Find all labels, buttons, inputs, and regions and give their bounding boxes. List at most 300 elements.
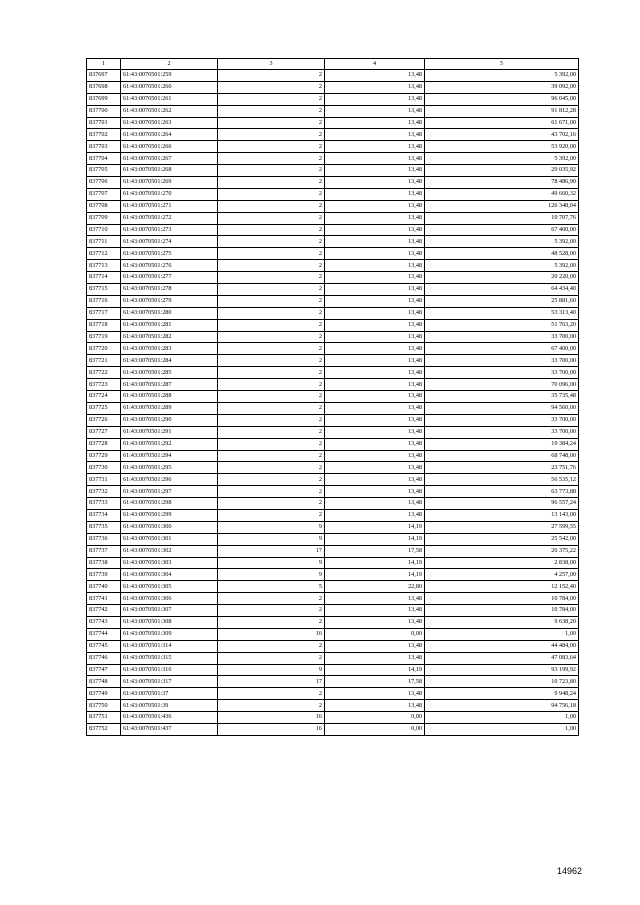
cell-specific-value: 13,48 [325,367,425,379]
cell-group-code: 2 [218,105,325,117]
cell-cadastral-number: 61:43:0070501:269 [121,177,218,189]
cell-row-number: 837744 [87,628,121,640]
cell-specific-value: 13,48 [325,462,425,474]
cell-row-number: 837710 [87,224,121,236]
cell-row-number: 837741 [87,593,121,605]
cell-cadastral-number: 61:43:0070501:308 [121,616,218,628]
table-row [87,117,579,129]
cell-group-code: 2 [218,307,325,319]
cell-group-code: 2 [218,379,325,391]
cell-specific-value: 13,48 [325,236,425,248]
cell-group-code: 2 [218,616,325,628]
cell-cadastral-number: 61:43:0070501:277 [121,272,218,284]
cell-specific-value: 13,48 [325,688,425,700]
cell-cadastral-number: 61:43:0070501:39 [121,700,218,712]
cell-cadastral-number: 61:43:0070501:276 [121,260,218,272]
cell-cadastral-number: 61:43:0070501:267 [121,153,218,165]
cell-cadastral-value: 96 557,24 [425,498,579,510]
cell-group-code: 9 [218,533,325,545]
cell-group-code: 2 [218,224,325,236]
page-number: 14962 [556,866,582,876]
table-row [87,212,579,224]
cell-specific-value: 14,19 [325,521,425,533]
cell-specific-value: 17,58 [325,676,425,688]
cell-cadastral-number: 61:43:0070501:270 [121,188,218,200]
cell-group-code: 2 [218,188,325,200]
cell-cadastral-number: 61:43:0070501:297 [121,486,218,498]
cell-specific-value: 13,48 [325,438,425,450]
table-row [87,236,579,248]
cell-cadastral-number: 61:43:0070501:279 [121,295,218,307]
cell-row-number: 837701 [87,117,121,129]
cell-group-code: 2 [218,236,325,248]
table-row [87,105,579,117]
cell-specific-value: 14,19 [325,533,425,545]
cell-specific-value: 13,48 [325,307,425,319]
cell-specific-value: 13,48 [325,509,425,521]
table-row [87,224,579,236]
table-row [87,129,579,141]
cell-cadastral-value: 39 092,00 [425,81,579,93]
table-row [87,343,579,355]
cell-specific-value: 13,48 [325,260,425,272]
cell-cadastral-value: 44 484,00 [425,640,579,652]
cell-specific-value: 13,48 [325,498,425,510]
cell-cadastral-value: 56 535,12 [425,474,579,486]
table-row [87,272,579,284]
cell-specific-value: 13,48 [325,272,425,284]
cell-cadastral-number: 61:43:0070501:264 [121,129,218,141]
table-row [87,307,579,319]
cell-cadastral-value: 63 773,88 [425,486,579,498]
cell-cadastral-number: 61:43:0070501:315 [121,652,218,664]
cell-specific-value: 13,48 [325,700,425,712]
cell-specific-value: 13,48 [325,343,425,355]
cell-row-number: 837737 [87,545,121,557]
cell-specific-value: 13,48 [325,141,425,153]
cell-cadastral-value: 9 948,24 [425,688,579,700]
cell-cadastral-value: 53 313,40 [425,307,579,319]
cell-group-code: 17 [218,545,325,557]
cell-specific-value: 13,48 [325,212,425,224]
cell-specific-value: 13,48 [325,391,425,403]
cell-cadastral-number: 61:43:0070501:289 [121,402,218,414]
cell-row-number: 837733 [87,498,121,510]
cell-group-code: 2 [218,343,325,355]
table-row [87,141,579,153]
cell-group-code: 2 [218,367,325,379]
cell-cadastral-number: 61:43:0070501:436 [121,712,218,724]
cell-cadastral-number: 61:43:0070501:300 [121,521,218,533]
cell-cadastral-number: 61:43:0070501:316 [121,664,218,676]
table-row [87,426,579,438]
cell-group-code: 2 [218,272,325,284]
cell-row-number: 837706 [87,177,121,189]
cell-specific-value: 13,48 [325,248,425,260]
cell-row-number: 837745 [87,640,121,652]
table-row [87,569,579,581]
cell-specific-value: 0,00 [325,712,425,724]
cell-cadastral-number: 61:43:0070501:296 [121,474,218,486]
cell-cadastral-number: 61:43:0070501:285 [121,367,218,379]
cell-cadastral-value: 35 735,48 [425,391,579,403]
table-row [87,605,579,617]
table-row [87,367,579,379]
cell-group-code: 2 [218,165,325,177]
table-row [87,355,579,367]
cell-group-code: 16 [218,723,325,735]
cell-cadastral-number: 61:43:0070501:263 [121,117,218,129]
table-row [87,414,579,426]
cell-row-number: 837698 [87,81,121,93]
table-row [87,723,579,735]
cell-specific-value: 13,48 [325,319,425,331]
cell-row-number: 837742 [87,605,121,617]
cell-cadastral-number: 61:43:0070501:304 [121,569,218,581]
cell-cadastral-number: 61:43:0070501:287 [121,379,218,391]
cell-cadastral-number: 61:43:0070501:301 [121,533,218,545]
cell-group-code: 2 [218,426,325,438]
cell-cadastral-value: 47 083,64 [425,652,579,664]
table-row [87,177,579,189]
cell-row-number: 837748 [87,676,121,688]
cell-specific-value: 13,48 [325,117,425,129]
cell-row-number: 837715 [87,284,121,296]
cell-group-code: 2 [218,331,325,343]
cell-row-number: 837723 [87,379,121,391]
table-row [87,295,579,307]
cell-group-code: 17 [218,676,325,688]
cell-cadastral-number: 61:43:0070501:305 [121,581,218,593]
cell-row-number: 837700 [87,105,121,117]
cell-cadastral-number: 61:43:0070501:299 [121,509,218,521]
cell-group-code: 2 [218,200,325,212]
cell-cadastral-number: 61:43:0070501:298 [121,498,218,510]
cell-group-code: 2 [218,141,325,153]
cell-specific-value: 13,48 [325,379,425,391]
cell-specific-value: 0,00 [325,628,425,640]
cell-cadastral-value: 10 784,00 [425,593,579,605]
cell-row-number: 837703 [87,141,121,153]
table-row [87,331,579,343]
table-row [87,498,579,510]
cell-row-number: 837735 [87,521,121,533]
table-row [87,450,579,462]
cell-group-code: 2 [218,593,325,605]
cell-cadastral-number: 61:43:0070501:268 [121,165,218,177]
cell-specific-value: 13,48 [325,295,425,307]
cell-group-code: 16 [218,712,325,724]
cell-cadastral-value: 10 723,80 [425,676,579,688]
cell-cadastral-number: 61:43:0070501:317 [121,676,218,688]
table-header [87,59,579,70]
cell-specific-value: 13,48 [325,426,425,438]
cell-row-number: 837714 [87,272,121,284]
cell-group-code: 2 [218,391,325,403]
cell-group-code: 2 [218,260,325,272]
cell-cadastral-value: 27 599,55 [425,521,579,533]
cell-cadastral-value: 1,00 [425,723,579,735]
cell-row-number: 837702 [87,129,121,141]
cell-row-number: 837727 [87,426,121,438]
cell-cadastral-value: 94 560,00 [425,402,579,414]
cell-cadastral-number: 61:43:0070501:283 [121,343,218,355]
cell-cadastral-value: 33 700,00 [425,355,579,367]
cell-cadastral-value: 5 392,00 [425,260,579,272]
cell-row-number: 837707 [87,188,121,200]
cell-row-number: 837738 [87,557,121,569]
cell-group-code: 2 [218,248,325,260]
cell-cadastral-number: 61:43:0070501:281 [121,319,218,331]
cell-cadastral-value: 25 881,60 [425,295,579,307]
table-row [87,248,579,260]
cell-cadastral-value: 64 434,40 [425,284,579,296]
cell-cadastral-number: 61:43:0070501:274 [121,236,218,248]
cell-cadastral-number: 61:43:0070501:282 [121,331,218,343]
cell-row-number: 837743 [87,616,121,628]
cell-cadastral-number: 61:43:0070501:290 [121,414,218,426]
cell-group-code: 9 [218,521,325,533]
cell-group-code: 2 [218,688,325,700]
cell-group-code: 2 [218,605,325,617]
cell-cadastral-value: 51 763,20 [425,319,579,331]
table-row [87,712,579,724]
cell-row-number: 837725 [87,402,121,414]
cell-cadastral-value: 12 152,40 [425,581,579,593]
cell-row-number: 837751 [87,712,121,724]
cell-group-code: 2 [218,498,325,510]
cell-cadastral-value: 94 756,18 [425,700,579,712]
table-body [87,70,579,736]
cell-specific-value: 13,48 [325,616,425,628]
cell-cadastral-number: 61:43:0070501:292 [121,438,218,450]
cell-group-code: 2 [218,509,325,521]
table-row [87,402,579,414]
cell-row-number: 837731 [87,474,121,486]
cell-row-number: 837749 [87,688,121,700]
table-row [87,70,579,82]
cell-cadastral-value: 5 392,00 [425,70,579,82]
cell-cadastral-value: 33 700,00 [425,367,579,379]
cell-specific-value: 13,48 [325,284,425,296]
cell-specific-value: 13,48 [325,81,425,93]
cell-row-number: 837720 [87,343,121,355]
cell-group-code: 9 [218,664,325,676]
cell-row-number: 837750 [87,700,121,712]
cell-specific-value: 13,48 [325,153,425,165]
table-row [87,640,579,652]
cell-group-code: 2 [218,438,325,450]
cell-cadastral-value: 10 784,00 [425,605,579,617]
cell-cadastral-number: 61:43:0070501:295 [121,462,218,474]
cell-cadastral-value: 25 542,00 [425,533,579,545]
column-header-3: 3 [218,59,325,70]
cell-specific-value: 17,58 [325,545,425,557]
cell-cadastral-number: 61:43:0070501:302 [121,545,218,557]
cell-cadastral-number: 61:43:0070501:437 [121,723,218,735]
cell-cadastral-value: 19 707,76 [425,212,579,224]
table-row [87,616,579,628]
cell-specific-value: 13,48 [325,640,425,652]
cell-specific-value: 13,48 [325,652,425,664]
cell-row-number: 837711 [87,236,121,248]
table-row [87,438,579,450]
column-header-2: 2 [121,59,218,70]
cell-row-number: 837719 [87,331,121,343]
cell-cadastral-value: 48 528,00 [425,248,579,260]
table-row [87,200,579,212]
cell-specific-value: 13,48 [325,200,425,212]
cell-cadastral-number: 61:43:0070501:306 [121,593,218,605]
cell-specific-value: 13,48 [325,593,425,605]
cell-cadastral-number: 61:43:0070501:271 [121,200,218,212]
table-row [87,284,579,296]
table-row [87,557,579,569]
cell-row-number: 837724 [87,391,121,403]
cell-row-number: 837708 [87,200,121,212]
cell-group-code: 2 [218,474,325,486]
cell-cadastral-value: 4 257,00 [425,569,579,581]
table-row [87,93,579,105]
cell-group-code: 9 [218,557,325,569]
cell-specific-value: 22,80 [325,581,425,593]
cell-cadastral-value: 53 920,00 [425,141,579,153]
cell-row-number: 837746 [87,652,121,664]
cell-specific-value: 13,48 [325,486,425,498]
cell-cadastral-value: 78 486,90 [425,177,579,189]
cell-group-code: 2 [218,70,325,82]
cell-cadastral-number: 61:43:0070501:260 [121,81,218,93]
cell-group-code: 16 [218,628,325,640]
cell-cadastral-value: 20 375,22 [425,545,579,557]
table-row [87,474,579,486]
table-row [87,153,579,165]
cell-specific-value: 14,19 [325,664,425,676]
cell-row-number: 837704 [87,153,121,165]
column-header-4: 4 [325,59,425,70]
table-row [87,391,579,403]
cell-cadastral-value: 1,00 [425,712,579,724]
table-row [87,700,579,712]
cell-row-number: 837734 [87,509,121,521]
cell-row-number: 837739 [87,569,121,581]
cell-group-code: 2 [218,93,325,105]
cell-specific-value: 13,48 [325,188,425,200]
cell-specific-value: 13,48 [325,93,425,105]
cell-group-code: 2 [218,652,325,664]
cell-row-number: 837712 [87,248,121,260]
cadastral-value-table [86,58,579,736]
table-row [87,188,579,200]
cell-cadastral-value: 61 671,00 [425,117,579,129]
cell-row-number: 837716 [87,295,121,307]
cell-row-number: 837705 [87,165,121,177]
column-header-1: 1 [87,59,121,70]
cell-specific-value: 13,48 [325,70,425,82]
cell-specific-value: 13,48 [325,450,425,462]
cell-specific-value: 13,48 [325,474,425,486]
cell-cadastral-value: 96 045,00 [425,93,579,105]
header-row [87,59,579,70]
table-row [87,319,579,331]
cell-cadastral-number: 61:43:0070501:272 [121,212,218,224]
cell-specific-value: 14,19 [325,557,425,569]
cell-group-code: 2 [218,355,325,367]
cell-row-number: 837713 [87,260,121,272]
cell-group-code: 2 [218,129,325,141]
cell-row-number: 837709 [87,212,121,224]
cell-cadastral-value: 9 638,20 [425,616,579,628]
cell-cadastral-value: 2 838,00 [425,557,579,569]
cell-row-number: 837747 [87,664,121,676]
cell-row-number: 837699 [87,93,121,105]
cell-group-code: 2 [218,177,325,189]
table-row [87,260,579,272]
cell-cadastral-number: 61:43:0070501:291 [121,426,218,438]
table-row [87,628,579,640]
table-row [87,581,579,593]
cell-specific-value: 13,48 [325,605,425,617]
cell-cadastral-value: 67 400,00 [425,224,579,236]
cell-group-code: 5 [218,581,325,593]
column-header-5: 5 [425,59,579,70]
cell-cadastral-value: 70 096,00 [425,379,579,391]
cell-group-code: 2 [218,640,325,652]
cell-cadastral-value: 33 700,00 [425,414,579,426]
cell-specific-value: 13,48 [325,177,425,189]
cell-specific-value: 13,48 [325,165,425,177]
table-row [87,652,579,664]
cell-specific-value: 13,48 [325,224,425,236]
cell-cadastral-number: 61:43:0070501:273 [121,224,218,236]
cell-cadastral-value: 23 751,76 [425,462,579,474]
cell-cadastral-value: 33 700,00 [425,426,579,438]
cell-specific-value: 13,48 [325,355,425,367]
table-row [87,462,579,474]
cell-cadastral-number: 61:43:0070501:259 [121,70,218,82]
cell-cadastral-number: 61:43:0070501:280 [121,307,218,319]
cell-specific-value: 14,19 [325,569,425,581]
cell-group-code: 2 [218,462,325,474]
cell-cadastral-number: 61:43:0070501:284 [121,355,218,367]
cell-group-code: 2 [218,450,325,462]
cell-group-code: 2 [218,295,325,307]
cell-cadastral-number: 61:43:0070501:262 [121,105,218,117]
cell-cadastral-number: 61:43:0070501:266 [121,141,218,153]
cell-cadastral-number: 61:43:0070501:261 [121,93,218,105]
cell-cadastral-value: 91 812,28 [425,105,579,117]
cell-cadastral-value: 126 348,04 [425,200,579,212]
cell-row-number: 837740 [87,581,121,593]
cell-group-code: 2 [218,414,325,426]
table-row [87,509,579,521]
cell-group-code: 2 [218,117,325,129]
cell-specific-value: 13,48 [325,105,425,117]
cell-group-code: 2 [218,319,325,331]
cell-cadastral-value: 49 660,32 [425,188,579,200]
cell-cadastral-value: 20 220,00 [425,272,579,284]
cell-row-number: 837729 [87,450,121,462]
cell-cadastral-value: 68 748,00 [425,450,579,462]
cell-row-number: 837697 [87,70,121,82]
cell-row-number: 837717 [87,307,121,319]
cell-group-code: 2 [218,402,325,414]
table-row [87,664,579,676]
cell-group-code: 2 [218,81,325,93]
cell-row-number: 837721 [87,355,121,367]
cell-specific-value: 13,48 [325,129,425,141]
cell-group-code: 2 [218,153,325,165]
